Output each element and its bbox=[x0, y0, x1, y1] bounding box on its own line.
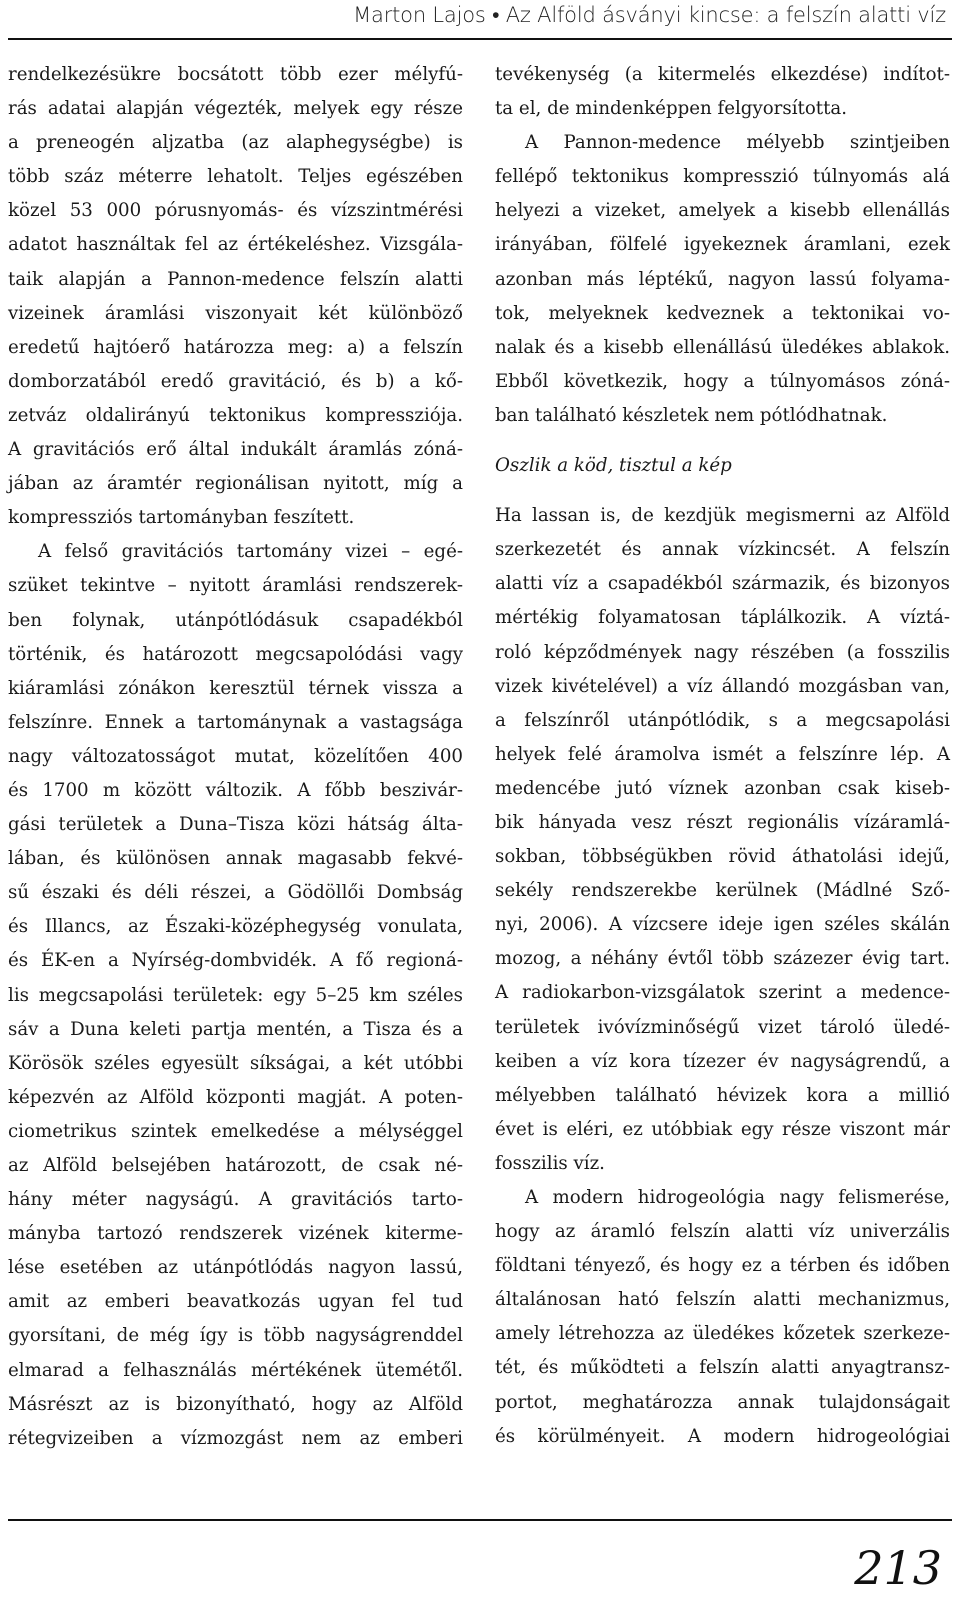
text-line: fellépő tektonikus kompresszió túlnyomás alá bbox=[495, 166, 950, 188]
text-line: és ÉK-en a Nyírség-dombvidék. A fő regioná- bbox=[8, 950, 463, 972]
text-line: A Pannon-medence mélyebb szintjeiben bbox=[525, 132, 950, 154]
text-line: domborzatából eredő gravitáció, és b) a kő- bbox=[8, 370, 463, 392]
text-line: rendelkezésükre bocsátott több ezer mélyfú- bbox=[8, 64, 463, 85]
text-line: zetváz oldalirányú tektonikus kompressziója. bbox=[8, 404, 463, 426]
text-line: az Alföld belsejében határozott, de csak né- bbox=[8, 1155, 463, 1176]
text-line: keiben a víz kora tízezer év nagyságrendű, a bbox=[495, 1050, 950, 1072]
text-line: ciometrikus szintek emelkedése a mélységgel bbox=[8, 1120, 463, 1142]
text-line: felszínre. Ennek a tartománynak a vastagsága bbox=[8, 711, 463, 733]
text-line: eredetű hajtóerő határozza meg: a) a felszín bbox=[8, 336, 463, 358]
text-line: helyek felé áramolva ismét a felszínre lép. A bbox=[495, 743, 950, 765]
right-column bbox=[495, 58, 950, 1454]
left-column bbox=[8, 58, 463, 1456]
text-line: hány méter nagyságú. A gravitációs tarto- bbox=[8, 1189, 463, 1211]
running-header bbox=[353, 0, 946, 30]
section-subheading: Oszlik a köd, tisztul a kép bbox=[495, 455, 732, 477]
text-line: lában, és különösen annak magasabb fekvé- bbox=[8, 848, 463, 870]
text-line: kiáramlási zónákon keresztül térnek vissza a bbox=[8, 677, 463, 699]
text-line: sokban, többségükben rövid áthatolási idejű, bbox=[495, 846, 950, 868]
header-title: Az Alföld ásványi kincse: a felszín alatti víz bbox=[505, 3, 946, 27]
text-line: medencébe jutó víznek azonban csak kiseb- bbox=[495, 777, 950, 799]
text-line: fosszilis víz. bbox=[495, 1152, 605, 1174]
text-line: helyezi a vizeket, amelyek a kisebb ellenállás bbox=[495, 200, 950, 222]
text-line: A radiokarbon-vizsgálatok szerint a medence- bbox=[495, 982, 950, 1004]
text-line: szüket tekintve – nyitott áramlási rendszerek- bbox=[8, 575, 463, 597]
text-line: a preneogén aljzatba (az alaphegységbe) is bbox=[8, 132, 463, 154]
text-line: lis megcsapolási területek: egy 5–25 km széles bbox=[8, 984, 463, 1006]
text-line: Körösök széles egyesült síkságai, a két utóbbi bbox=[8, 1052, 463, 1074]
text-line: amely létrehozza az üledékes kőzetek szerkeze- bbox=[495, 1323, 950, 1345]
text-line: vizeinek áramlási viszonyait két különböző bbox=[8, 302, 463, 324]
text-line: portot, meghatározza annak tulajdonságait bbox=[495, 1391, 950, 1413]
text-line: sű északi és déli részei, a Gödöllői Dombság bbox=[8, 882, 463, 904]
text-line: taik alapján a Pannon-medence felszín alatti bbox=[8, 268, 463, 290]
text-line: alatti víz a csapadékból származik, és bizonyos bbox=[495, 573, 950, 595]
text-line: és Illancs, az Északi-középhegység vonulata, bbox=[8, 916, 463, 938]
footer-rule bbox=[8, 1519, 952, 1521]
text-line: területek ivóvízminőségű vizet tároló üledé- bbox=[495, 1016, 950, 1038]
text-line: mányba tartozó rendszerek vizének kiterme- bbox=[8, 1223, 463, 1245]
text-line: roló képződmények nagy részében (a fosszilis bbox=[495, 641, 950, 663]
text-line: földtani tényező, és hogy ez a térben és időben bbox=[495, 1255, 950, 1277]
paragraph-gap bbox=[495, 483, 950, 499]
text-line: Ebből következik, hogy a túlnyomásos zóná- bbox=[495, 370, 950, 392]
text-line: Másrészt az is bizonyítható, hogy az Alföld bbox=[8, 1393, 463, 1415]
text-line: és 1700 m között változik. A főbb beszivár- bbox=[8, 779, 463, 801]
text-line: történik, és határozott megcsapolódási vagy bbox=[8, 643, 463, 665]
text-line: adatot használtak fel az értékeléshez. Vizsgála- bbox=[8, 234, 463, 256]
text-line: ta el, de mindenképpen felgyorsította. bbox=[495, 98, 848, 120]
text-line: lése esetében az utánpótlódás nagyon lassú, bbox=[8, 1257, 463, 1279]
text-line: gási területek a Duna–Tisza közi hátság álta- bbox=[8, 814, 463, 836]
text-line: irányában, fölfelé igyekeznek áramlani, ezek bbox=[495, 234, 950, 256]
text-line: szerkezetét és annak vízkincsét. A felszín bbox=[495, 539, 950, 561]
text-line: mélyebben található hévizek kora a millió bbox=[495, 1084, 950, 1106]
text-line: mozog, a néhány évtől több százezer évig tart. bbox=[495, 948, 950, 970]
text-line: jában az áramtér regionálisan nyitott, míg a bbox=[8, 473, 463, 495]
text-line: sekély rendszerekbe kerülnek (Mádlné Sző- bbox=[495, 880, 950, 902]
page-number: 213 bbox=[854, 1541, 942, 1595]
text-line: közel 53 000 pórusnyomás- és vízszintmérési bbox=[8, 200, 463, 222]
text-line: évet is eléri, ez utóbbiak egy része viszont már bbox=[495, 1118, 950, 1140]
text-line: tét, és működteti a felszín alatti anyagtransz- bbox=[495, 1357, 950, 1379]
text-line: nagy változatosságot mutat, közelítően 400 bbox=[8, 745, 463, 767]
text-line: a felszínről utánpótlódik, s a megcsapolási bbox=[495, 709, 950, 731]
text-line: sáv a Duna keleti partja mentén, a Tisza és a bbox=[8, 1018, 463, 1040]
text-line: Ha lassan is, de kezdjük megismerni az Alföld bbox=[495, 505, 950, 527]
text-line: rétegvizeiben a vízmozgást nem az emberi bbox=[8, 1427, 463, 1449]
paragraph-gap bbox=[495, 433, 950, 449]
text-line: gyorsítani, de még így is több nagyságrenddel bbox=[8, 1325, 463, 1347]
text-line: elmarad a felhasználás mértékének ütemétől. bbox=[8, 1359, 463, 1381]
text-line: kompressziós tartományban feszített. bbox=[8, 507, 355, 529]
text-line: képezvén az Alföld központi magját. A poten- bbox=[8, 1086, 463, 1108]
text-line: A modern hidrogeológia nagy felismerése, bbox=[525, 1187, 950, 1208]
header-separator: • bbox=[492, 3, 500, 27]
text-line: bik hányada vesz részt regionális vízáramlá- bbox=[495, 811, 950, 833]
text-line: rás adatai alapján végezték, melyek egy része bbox=[8, 98, 463, 120]
text-line: és körülményeit. A modern hidrogeológiai bbox=[495, 1425, 950, 1447]
header-rule bbox=[8, 38, 952, 40]
text-line: azonban más léptékű, nagyon lassú folyama- bbox=[495, 268, 950, 290]
text-line: A gravitációs erő által indukált áramlás zóná- bbox=[8, 439, 463, 461]
text-line: általánosan ható felszín alatti mechanizmus, bbox=[495, 1289, 950, 1311]
text-line: mértékig folyamatosan táplálkozik. A víztá- bbox=[495, 607, 950, 629]
text-line: amit az emberi beavatkozás ugyan fel tud bbox=[8, 1291, 463, 1313]
text-line: nyi, 2006). A vízcsere ideje igen széles skálán bbox=[495, 914, 950, 936]
text-line: több száz méterre lehatolt. Teljes egészében bbox=[8, 166, 463, 188]
text-line: tok, melyeknek kedveznek a tektonikai vo- bbox=[495, 302, 950, 324]
text-line: nalak és a kisebb ellenállású üledékes ablakok. bbox=[495, 336, 950, 358]
text-line: ban található készletek nem pótlódhatnak. bbox=[495, 404, 888, 426]
text-line: A felső gravitációs tartomány vizei – egé- bbox=[38, 541, 463, 563]
text-line: ben folynak, utánpótlódásuk csapadékból bbox=[8, 609, 463, 631]
header-author: Marton Lajos bbox=[353, 3, 486, 27]
text-line: vizek kivételével) a víz állandó mozgásban van, bbox=[495, 675, 950, 697]
text-line: hogy az áramló felszín alatti víz univerzális bbox=[495, 1221, 950, 1243]
text-line: tevékenység (a kitermelés elkezdése) indítot- bbox=[495, 64, 950, 85]
